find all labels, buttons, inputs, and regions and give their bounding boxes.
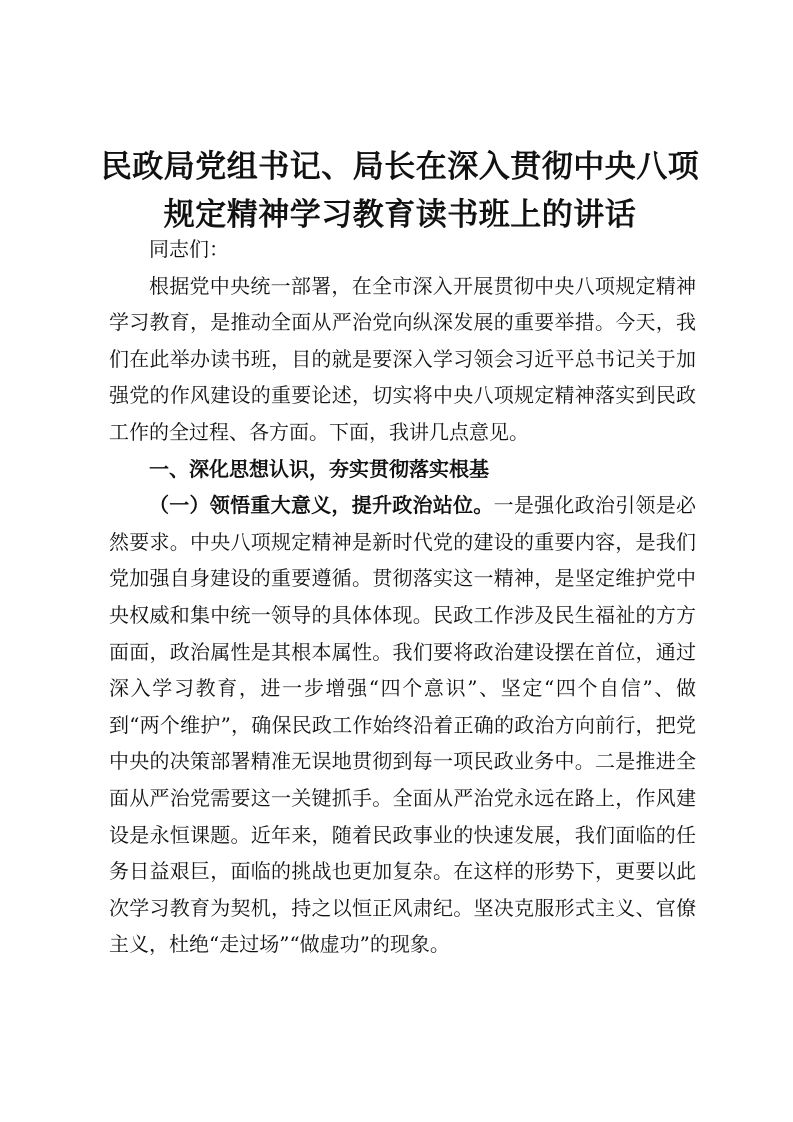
document-title: 民政局党组书记、局长在深入贯彻中央八项规定精神学习教育读书班上的讲话 xyxy=(100,149,700,233)
section-heading-1: 一、深化思想认识，夯实贯彻落实根基 xyxy=(149,456,489,481)
subsection-body-1: 一是强化政治引领是必然要求。中央八项规定精神是新时代党的建设的重要内容，是我们党加强自身建设的重要遵循。贯彻落实这一精神，是坚定维护党中央权威和集中统一领导的具体体现。民政工作涉及民生福祉的方方面面，政治属性是其根本属性。我们要将政治建设摆在首位，通过深入学习教育，进一步增强“四个意识”、坚定“四个自信”、做到“两个维护”，确保民政工作始终沿着正确的政治方向前行，把党中央的决策部署精准无误地贯彻到每一项民政业务中。二是推进全面从严治党需要这一关键抓手。全面从严治党永远在路上，作风建设是永恒课题。近年来，随着民政事业的快速发展，我们面临的任务日益艰巨，面临的挑战也更加复杂。在这样的形势下，更要以此次学习教育为契机，持之以恒正风肃纪。坚决克服形式主义、官僚主义，杜绝“走过场”“做虚功”的现象。 xyxy=(109,493,697,957)
subsection-heading-1: （一）领悟重大意义，提升政治站位。 xyxy=(149,493,494,518)
salutation: 同志们： xyxy=(149,237,229,261)
document-body xyxy=(109,231,696,963)
intro-paragraph: 根据党中央统一部署，在全市深入开展贯彻中央八项规定精神学习教育，是推动全面从严治党向纵深发展的重要举措。今天，我们在此举办读书班，目的就是要深入学习领会习近平总书记关于加强党的作风建设的重要论述，切实将中央八项规定精神落实到民政工作的全过程、各方面。下面，我讲几点意见。 xyxy=(109,273,696,444)
section-1-paragraph-1 xyxy=(109,487,696,963)
